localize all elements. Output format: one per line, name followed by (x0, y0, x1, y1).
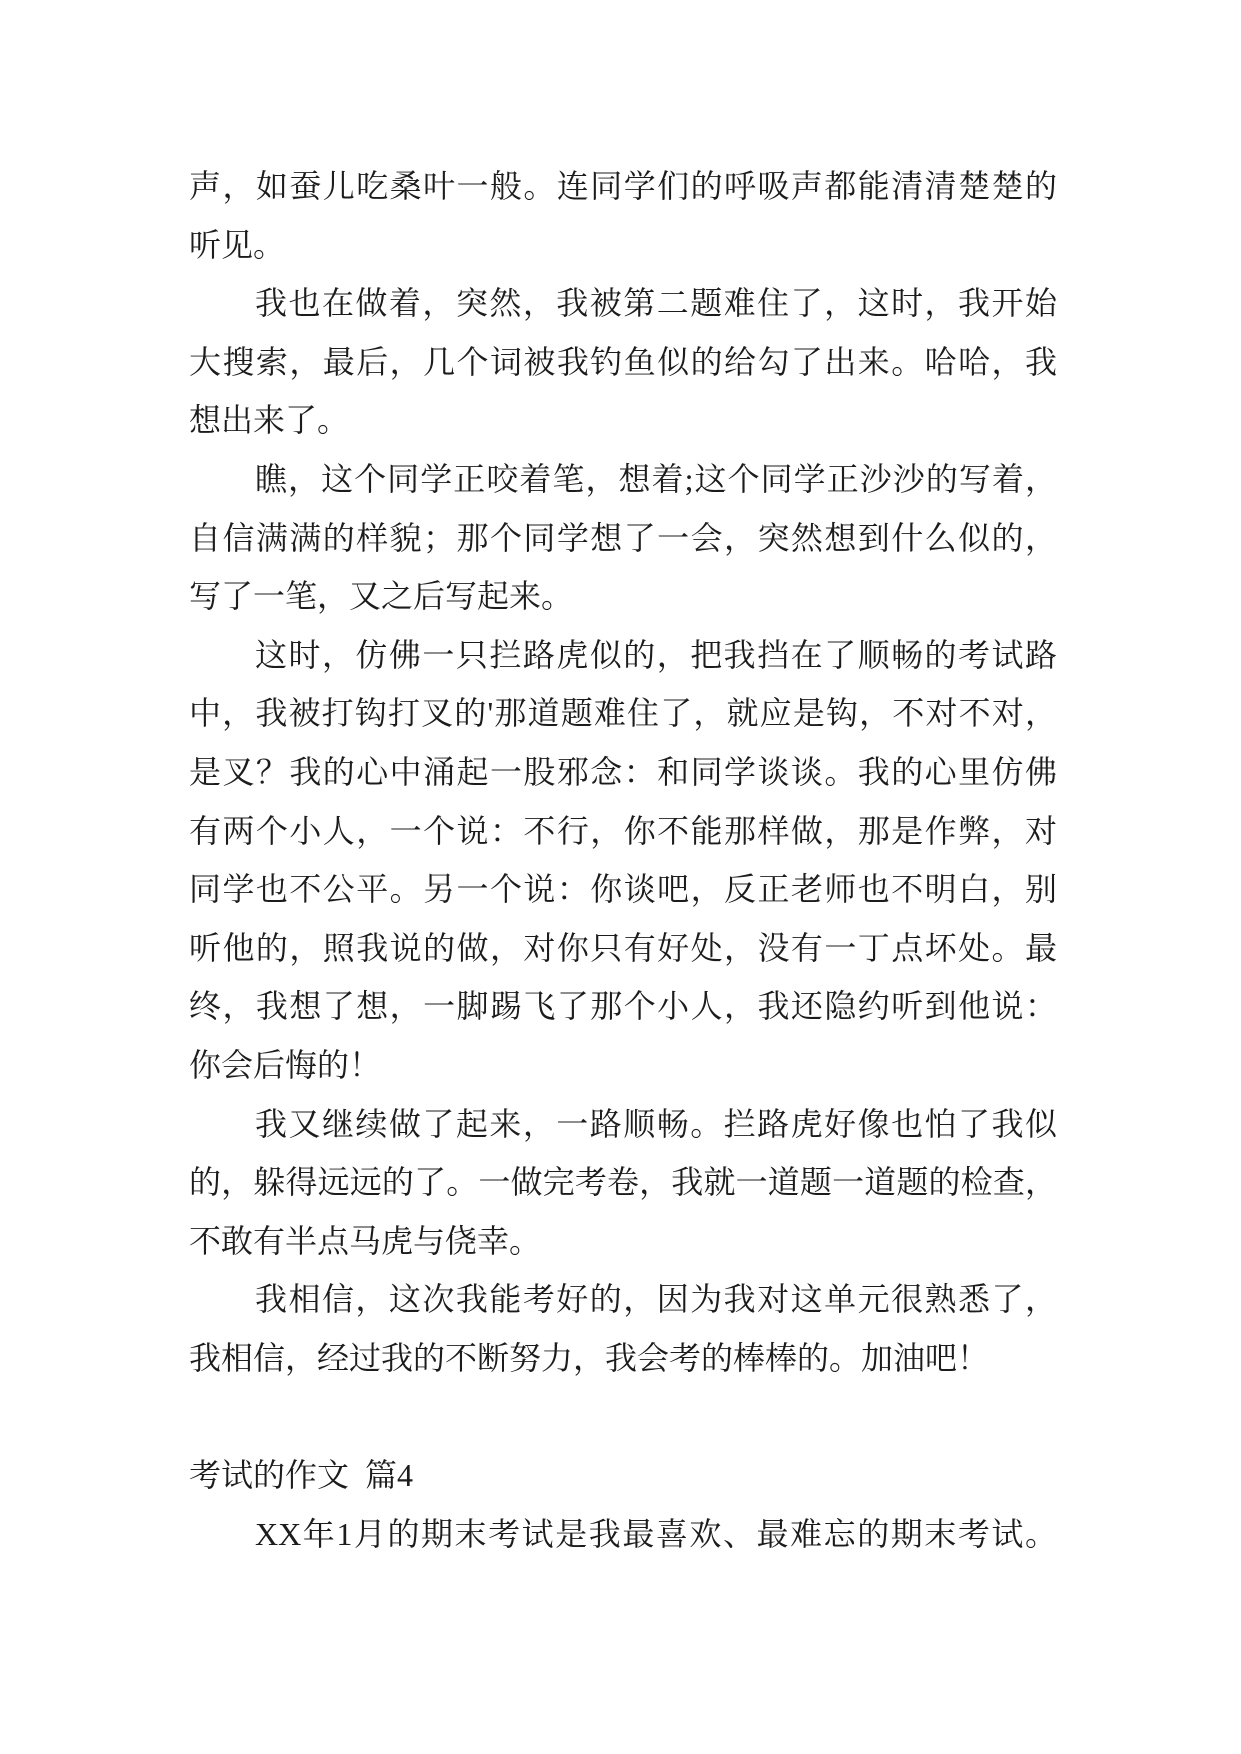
blank-line (189, 1387, 1057, 1446)
paragraph-line: 不敢有半点马虎与侥幸。 (189, 1222, 542, 1259)
paragraph-line: 我又继续做了起来，一路顺畅。拦路虎好像也怕了我似 (255, 1105, 1057, 1142)
paragraph-line: 中，我被打钩打叉的'那道题难住了，就应是钩，不对不对， (189, 695, 1057, 732)
paragraph-line: 听见。 (189, 226, 286, 263)
paragraph-line: 你会后悔的！ (189, 1046, 382, 1083)
paragraph-line: 我也在做着，突然，我被第二题难住了，这时，我开始 (255, 285, 1057, 322)
paragraph (189, 157, 1057, 274)
paragraph-line: 这时，仿佛一只拦路虎似的，把我挡在了顺畅的考试路 (255, 636, 1057, 673)
paragraph-line: 自信满满的样貌；那个同学想了一会，突然想到什么似的， (189, 519, 1057, 556)
paragraph-line: 瞧，这个同学正咬着笔，想着;这个同学正沙沙的写着， (255, 460, 1057, 497)
text-column (189, 157, 1057, 1563)
paragraph-line: 我相信，这次我能考好的，因为我对这单元很熟悉了， (255, 1281, 1057, 1318)
paragraph-line: 写了一笔，又之后写起来。 (189, 578, 574, 615)
paragraph-line: 我相信，经过我的不断努力，我会考的棒棒的。加油吧！ (189, 1339, 990, 1376)
paragraph-line: 声，如蚕儿吃桑叶一般。连同学们的呼吸声都能清清楚楚的 (189, 168, 1057, 204)
paragraph (189, 274, 1057, 450)
section-title: 考试的作文 篇4 (189, 1457, 414, 1494)
paragraph (189, 1270, 1057, 1387)
paragraph-line: XX年1月的期末考试是我最喜欢、最难忘的期末考试。 (255, 1515, 1057, 1552)
paragraph (189, 450, 1057, 626)
paragraph-line: 的，躲得远远的了。一做完考卷，我就一道题一道题的检查， (189, 1164, 1057, 1201)
paragraph-line: 有两个小人，一个说：不行，你不能那样做，那是作弊，对 (189, 812, 1057, 849)
paragraph-line: 同学也不公平。另一个说：你谈吧，反正老师也不明白，别 (189, 871, 1057, 908)
paragraph (189, 1095, 1057, 1271)
paragraph-line: 大搜索，最后，几个词被我钓鱼似的给勾了出来。哈哈，我 (189, 343, 1057, 380)
paragraph-line: 听他的，照我说的做，对你只有好处，没有一丁点坏处。最 (189, 929, 1057, 966)
paragraph-line: 终，我想了想，一脚踢飞了那个小人，我还隐约听到他说： (189, 988, 1057, 1025)
paragraph-line: 是叉？我的心中涌起一股邪念：和同学谈谈。我的心里仿佛 (189, 753, 1057, 790)
paragraph (189, 1505, 1057, 1564)
paragraph (189, 626, 1057, 1095)
paragraph-line: 想出来了。 (189, 402, 350, 439)
